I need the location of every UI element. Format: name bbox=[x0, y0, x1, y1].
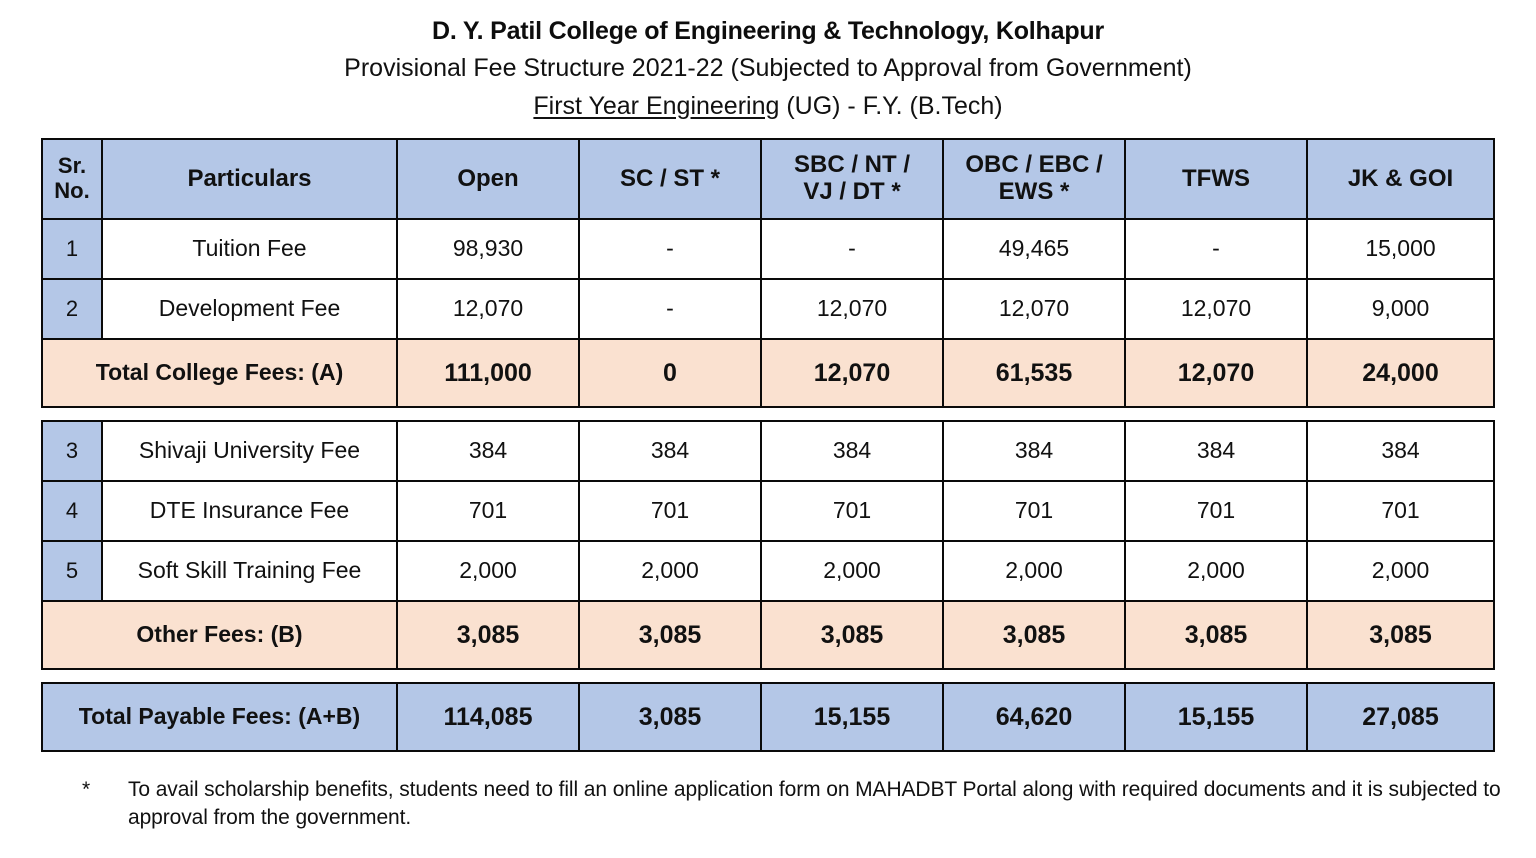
column-header-particulars: Particulars bbox=[102, 139, 397, 219]
cell-open: 384 bbox=[397, 421, 579, 481]
column-header-obc-line2: EWS * bbox=[998, 178, 1070, 205]
column-header-sbc-line2: VJ / DT * bbox=[803, 178, 901, 205]
cell-obc-ebc-ews: 61,535 bbox=[943, 339, 1125, 407]
cell-jk-goi: 701 bbox=[1307, 481, 1494, 541]
program-name-rest: (UG) - F.Y. (B.Tech) bbox=[779, 91, 1003, 120]
cell-open: 701 bbox=[397, 481, 579, 541]
cell-sbc-nt-vj-dt: 3,085 bbox=[761, 601, 943, 669]
cell-sc-st: 701 bbox=[579, 481, 761, 541]
cell-jk-goi: 24,000 bbox=[1307, 339, 1494, 407]
row-particulars: Soft Skill Training Fee bbox=[102, 541, 397, 601]
row-particulars: Shivaji University Fee bbox=[102, 421, 397, 481]
cell-obc-ebc-ews: 12,070 bbox=[943, 279, 1125, 339]
column-header-jk-goi: JK & GOI bbox=[1307, 139, 1494, 219]
table-row bbox=[42, 541, 1494, 601]
cell-tfws: 701 bbox=[1125, 481, 1307, 541]
program-name-underlined: First Year Engineering bbox=[533, 91, 780, 120]
cell-sbc-nt-vj-dt: 12,070 bbox=[761, 339, 943, 407]
column-header-sr-line1: Sr. bbox=[57, 153, 87, 179]
table-header-row bbox=[42, 139, 1494, 219]
cell-tfws: 12,070 bbox=[1125, 339, 1307, 407]
cell-tfws: - bbox=[1125, 219, 1307, 279]
row-sr-no: 1 bbox=[42, 219, 102, 279]
column-header-sc-st: SC / ST * bbox=[579, 139, 761, 219]
page-header bbox=[0, 0, 1536, 122]
cell-obc-ebc-ews: 384 bbox=[943, 421, 1125, 481]
section-spacer bbox=[42, 669, 1494, 683]
row-sr-no: 4 bbox=[42, 481, 102, 541]
fee-table-container bbox=[41, 138, 1493, 752]
column-header-tfws: TFWS bbox=[1125, 139, 1307, 219]
footnote-marker: * bbox=[82, 778, 91, 801]
section-spacer-cell bbox=[42, 407, 1494, 421]
cell-sbc-nt-vj-dt: 701 bbox=[761, 481, 943, 541]
cell-sc-st: 384 bbox=[579, 421, 761, 481]
cell-sbc-nt-vj-dt: 12,070 bbox=[761, 279, 943, 339]
column-header-sr-line2: No. bbox=[54, 178, 90, 203]
column-header-sr-no bbox=[42, 139, 102, 219]
cell-sc-st: - bbox=[579, 219, 761, 279]
cell-obc-ebc-ews: 3,085 bbox=[943, 601, 1125, 669]
column-header-sbc-line1: SBC / NT / bbox=[793, 151, 910, 179]
cell-jk-goi: 9,000 bbox=[1307, 279, 1494, 339]
cell-sc-st: 3,085 bbox=[579, 601, 761, 669]
cell-jk-goi: 2,000 bbox=[1307, 541, 1494, 601]
column-header-sbc-nt-vj-dt bbox=[761, 139, 943, 219]
cell-jk-goi: 384 bbox=[1307, 421, 1494, 481]
cell-jk-goi: 15,000 bbox=[1307, 219, 1494, 279]
cell-tfws: 12,070 bbox=[1125, 279, 1307, 339]
cell-open: 2,000 bbox=[397, 541, 579, 601]
table-row bbox=[42, 481, 1494, 541]
cell-open: 111,000 bbox=[397, 339, 579, 407]
cell-sc-st: 0 bbox=[579, 339, 761, 407]
cell-open: 98,930 bbox=[397, 219, 579, 279]
section-spacer-cell bbox=[42, 669, 1494, 683]
cell-obc-ebc-ews: 49,465 bbox=[943, 219, 1125, 279]
table-row bbox=[42, 421, 1494, 481]
fee-table bbox=[41, 138, 1495, 752]
column-header-obc-ebc-ews bbox=[943, 139, 1125, 219]
program-title bbox=[0, 90, 1536, 123]
row-particulars: DTE Insurance Fee bbox=[102, 481, 397, 541]
row-sr-no: 5 bbox=[42, 541, 102, 601]
table-row bbox=[42, 279, 1494, 339]
total-payable-fees-label: Total Payable Fees: (A+B) bbox=[42, 683, 397, 751]
table-row bbox=[42, 219, 1494, 279]
other-fees-total-label: Other Fees: (B) bbox=[42, 601, 397, 669]
total-college-fees-label: Total College Fees: (A) bbox=[42, 339, 397, 407]
row-sr-no: 3 bbox=[42, 421, 102, 481]
row-sr-no: 2 bbox=[42, 279, 102, 339]
cell-sc-st: 2,000 bbox=[579, 541, 761, 601]
other-fees-total-row bbox=[42, 601, 1494, 669]
cell-open: 114,085 bbox=[397, 683, 579, 751]
footnote bbox=[82, 776, 1502, 833]
cell-open: 3,085 bbox=[397, 601, 579, 669]
page-subtitle: Provisional Fee Structure 2021-22 (Subjected to Approval from Government) bbox=[344, 54, 1192, 83]
cell-sc-st: 3,085 bbox=[579, 683, 761, 751]
row-particulars: Development Fee bbox=[102, 279, 397, 339]
cell-obc-ebc-ews: 701 bbox=[943, 481, 1125, 541]
cell-tfws: 384 bbox=[1125, 421, 1307, 481]
cell-tfws: 3,085 bbox=[1125, 601, 1307, 669]
institution-title: D. Y. Patil College of Engineering & Technology, Kolhapur bbox=[432, 17, 1104, 45]
total-college-fees-row bbox=[42, 339, 1494, 407]
cell-sbc-nt-vj-dt: 2,000 bbox=[761, 541, 943, 601]
cell-sc-st: - bbox=[579, 279, 761, 339]
cell-tfws: 2,000 bbox=[1125, 541, 1307, 601]
column-header-obc-line1: OBC / EBC / bbox=[965, 151, 1103, 179]
cell-jk-goi: 3,085 bbox=[1307, 601, 1494, 669]
row-particulars: Tuition Fee bbox=[102, 219, 397, 279]
cell-obc-ebc-ews: 64,620 bbox=[943, 683, 1125, 751]
footnote-text: To avail scholarship benefits, students need to fill an online application form on MAHADBT Portal along with required documents and it is subjected to approval from the government. bbox=[128, 778, 1501, 830]
cell-sbc-nt-vj-dt: 15,155 bbox=[761, 683, 943, 751]
section-spacer bbox=[42, 407, 1494, 421]
cell-obc-ebc-ews: 2,000 bbox=[943, 541, 1125, 601]
cell-sbc-nt-vj-dt: 384 bbox=[761, 421, 943, 481]
cell-tfws: 15,155 bbox=[1125, 683, 1307, 751]
total-payable-fees-row bbox=[42, 683, 1494, 751]
cell-open: 12,070 bbox=[397, 279, 579, 339]
cell-sbc-nt-vj-dt: - bbox=[761, 219, 943, 279]
cell-jk-goi: 27,085 bbox=[1307, 683, 1494, 751]
column-header-open: Open bbox=[397, 139, 579, 219]
